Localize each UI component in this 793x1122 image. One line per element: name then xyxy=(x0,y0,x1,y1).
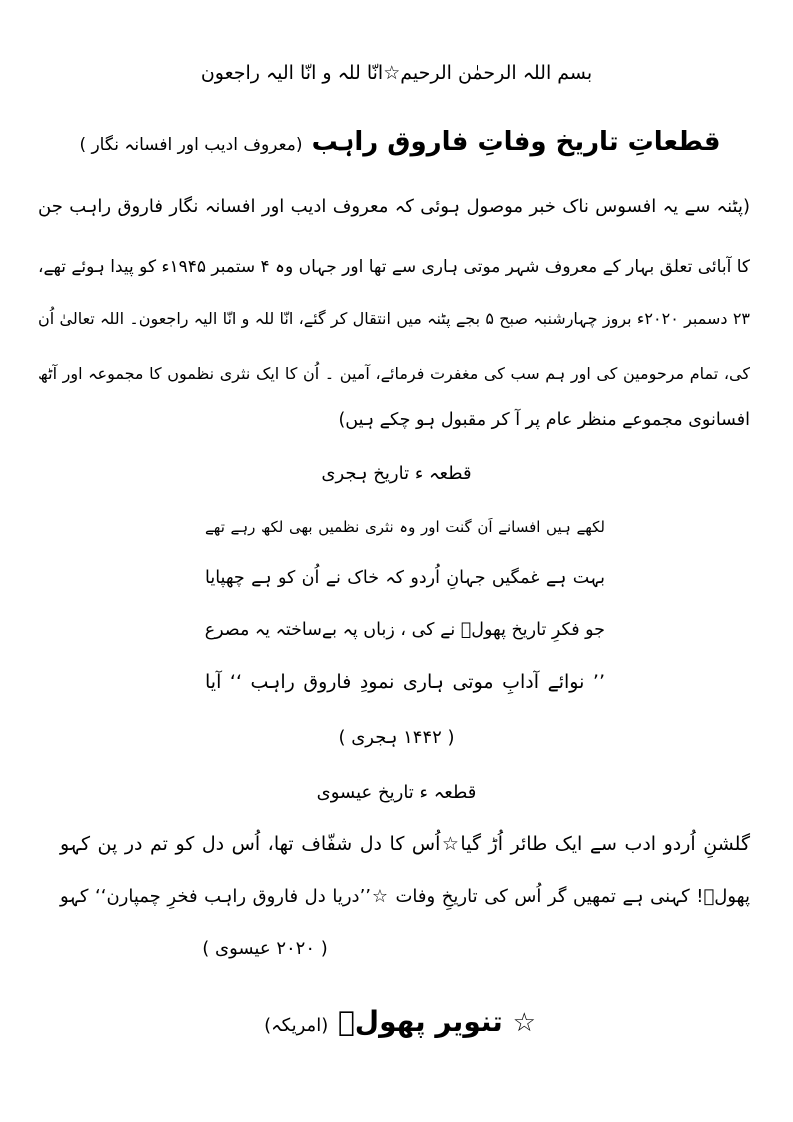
poet-location: (امریکہ) xyxy=(264,1015,329,1036)
hijri-verse: ’’ نوائے آدابِ موتی ہاری نمودِ فاروق راہب ‘‘ آیا xyxy=(205,671,605,693)
title-main: قطعاتِ تاریخ وفاتِ فاروق راہب xyxy=(311,127,721,157)
hijri-heading: قطعہ ء تاریخ ہجری xyxy=(321,463,472,484)
bismillah-line: بسم اللہ الرحمٰن الرحیم☆انّا للہ و انّا الیہ راجعون xyxy=(200,62,593,84)
isvi-line: پھولؔ! کہنی ہے تمھیں گر اُس کی تاریخِ وفات ☆’’دریا دل فاروق راہب فخرِ چمپارن‘‘ کہو xyxy=(60,886,750,907)
poet-signature xyxy=(240,1005,560,1038)
isvi-year: ( ۲۰۲۰ عیسوی ) xyxy=(202,938,328,959)
intro-line: ۲۳ دسمبر ۲۰۲۰ء بروز چہارشنبہ صبح ۵ بجے پٹنہ میں انتقال کر گئے، انّا للہ و انّا الیہ راجعون۔ اللہ تعالیٰ اُن xyxy=(38,309,751,328)
hijri-verse: جو فکرِ تاریخ پھولؔ نے کی ، زباں پہ بےساختہ یہ مصرع xyxy=(204,620,605,640)
page-title xyxy=(60,127,740,157)
intro-line: افسانوی مجموعے منظر عام پر آ کر مقبول ہو چکے ہیں) xyxy=(338,410,750,430)
isvi-line: گلشنِ اُردو ادب سے ایک طائر اُڑ گیا☆اُس کا دل شفّاف تھا، اُس دل کو تم در پن کہو xyxy=(60,833,750,855)
intro-line: (پٹنہ سے یہ افسوس ناک خبر موصول ہوئی کہ معروف ادیب اور افسانہ نگار فاروق راہب جن xyxy=(38,196,750,217)
star-icon: ☆ xyxy=(512,1008,536,1038)
intro-line: کا آبائی تعلق بہار کے معروف شہر موتی ہاری سے تھا اور جہاں وہ ۴ ستمبر ۱۹۴۵ء کو پیدا ہوئے تھے، xyxy=(38,257,750,277)
intro-line: کی، تمام مرحومین کی اور ہم سب کی مغفرت فرمائے، آمین ۔ اُن کا ایک نثری نظموں کا مجموعہ اور آٹھ xyxy=(38,364,750,383)
hijri-year: ( ۱۴۴۲ ہجری ) xyxy=(338,727,455,748)
hijri-verse: لکھے ہیں افسانے اَن گنت اور وہ نثری نظمیں بھی لکھ رہے تھے xyxy=(205,518,605,536)
poet-name: تنویر پھولؔ xyxy=(337,1005,503,1038)
hijri-verse: بہت ہے غمگیں جہانِ اُردو کہ خاک نے اُن کو ہے چھپایا xyxy=(205,568,605,588)
title-subtitle: (معروف ادیب اور افسانہ نگار ) xyxy=(79,135,303,155)
isvi-heading: قطعہ ء تاریخ عیسوی xyxy=(316,782,477,803)
